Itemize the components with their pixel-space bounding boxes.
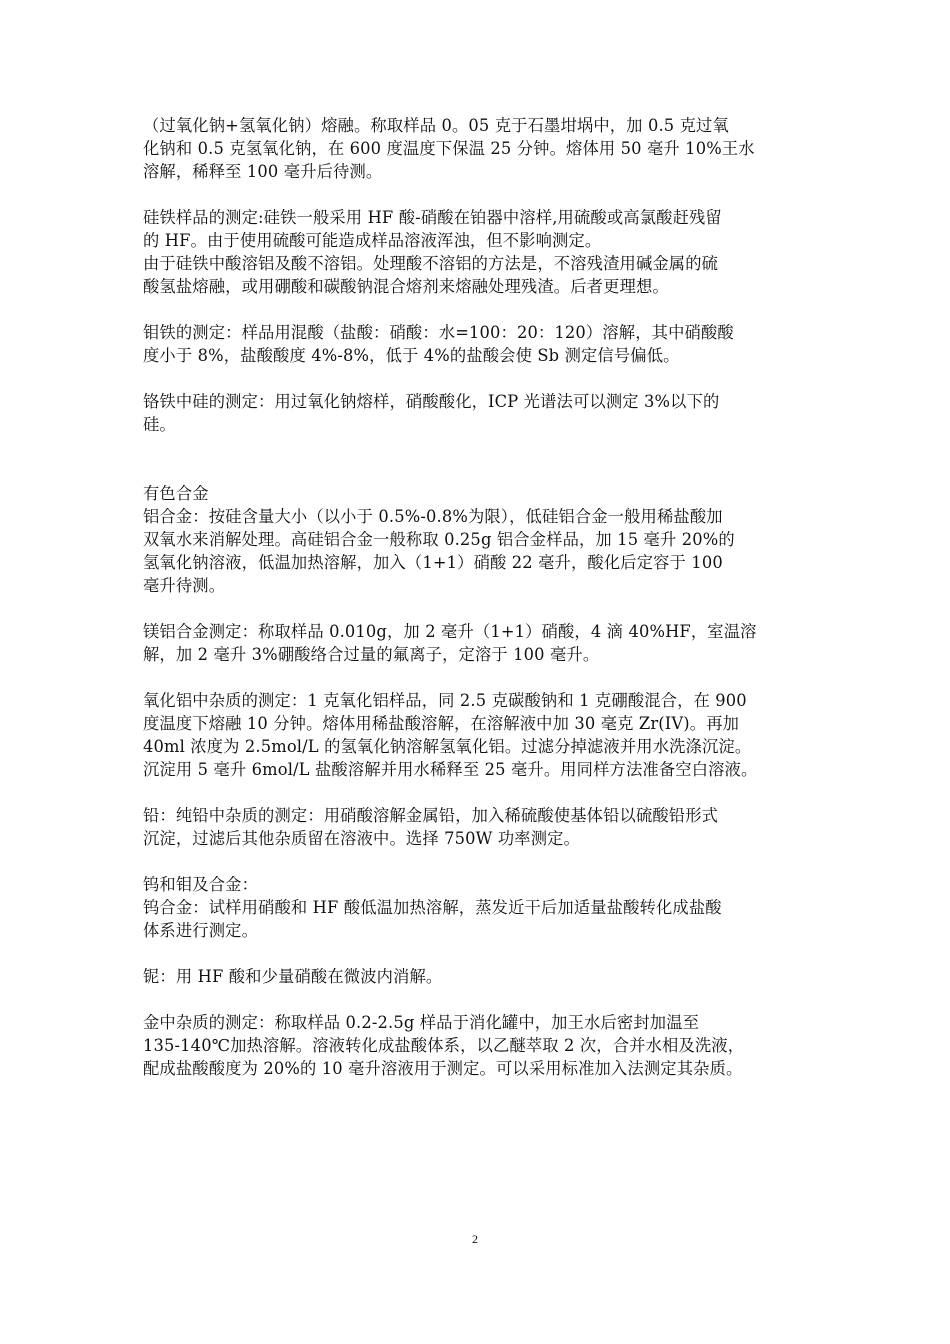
text-line: 化钠和 0.5 克氢氧化钠，在 600 度温度下保温 25 分钟。熔体用 50 毫升 10%王水 <box>143 139 755 158</box>
section-heading: 钨和钼及合金： <box>143 875 259 894</box>
paragraph-niobium <box>143 965 810 988</box>
text-line: 氧化铝中杂质的测定：1 克氧化铝样品，同 2.5 克碳酸钠和 1 克硼酸混合，在 900 <box>143 691 747 710</box>
text-line: 双氧水来消解处理。高硅铝合金一般称取 0.25g 铝合金样品，加 15 毫升 20%的 <box>143 530 735 549</box>
paragraph-tungsten-molybdenum <box>143 873 810 942</box>
text-line: 135-140℃加热溶解。溶液转化成盐酸体系，以乙醚萃取 2 次，合并水相及洗液， <box>143 1036 745 1055</box>
text-line: 铬铁中硅的测定：用过氧化钠熔样，硝酸酸化，ICP 光谱法可以测定 3%以下的 <box>143 392 720 411</box>
text-line: 酸氢盐熔融，或用硼酸和碳酸钠混合熔剂来熔融处理残渣。后者更理想。 <box>143 277 669 296</box>
paragraph-ferrochrome-silicon <box>143 390 810 436</box>
text-line: 硅铁样品的测定:硅铁一般采用 HF 酸-硝酸在铂器中溶样,用硫酸或高氯酸赶残留 <box>143 208 722 227</box>
paragraph-fusion-method <box>143 114 810 183</box>
text-line: 硅。 <box>143 415 176 434</box>
text-line: 钼铁的测定：样品用混酸（盐酸：硝酸：水=100：20：120）溶解，其中硝酸酸 <box>143 323 734 342</box>
paragraph-alumina-impurities <box>143 689 810 781</box>
text-line: 氢氧化钠溶液，低温加热溶解，加入（1+1）硝酸 22 毫升，酸化后定容于 100 <box>143 553 723 572</box>
paragraph-magnesium-aluminum <box>143 620 810 666</box>
text-line: 镁铝合金测定：称取样品 0.010g，加 2 毫升（1+1）硝酸，4 滴 40%HF，室温溶 <box>143 622 757 641</box>
text-line: 铝合金：按硅含量大小（以小于 0.5%-0.8%为限），低硅铝合金一般用稀盐酸加 <box>143 507 723 526</box>
text-line: 体系进行测定。 <box>143 921 259 940</box>
text-line: 的 HF。由于使用硫酸可能造成样品溶液浑浊，但不影响测定。 <box>143 231 602 250</box>
paragraph-ferromolybdenum <box>143 321 810 367</box>
text-line: 溶解，稀释至 100 毫升后待测。 <box>143 162 383 181</box>
text-line: （过氧化钠+氢氧化钠）熔融。称取样品 0。05 克于石墨坩埚中，加 0.5 克过氧 <box>143 116 729 135</box>
text-line: 沉淀，过滤后其他杂质留在溶液中。选择 750W 功率测定。 <box>143 829 580 848</box>
text-line: 毫升待测。 <box>143 576 226 595</box>
text-line: 配成盐酸酸度为 20%的 10 毫升溶液用于测定。可以采用标准加入法测定其杂质。 <box>143 1059 743 1078</box>
paragraph-lead <box>143 804 810 850</box>
page-number: 2 <box>472 1232 478 1246</box>
paragraph-gold-impurities <box>143 1011 810 1080</box>
text-line: 40ml 浓度为 2.5mol/L 的氢氧化钠溶解氢氧化铝。过滤分掉滤液并用水洗涤沉淀。 <box>143 737 752 756</box>
spacer <box>143 459 810 482</box>
paragraph-nonferrous-aluminum-alloy <box>143 482 810 597</box>
text-line: 度温度下熔融 10 分钟。熔体用稀盐酸溶解，在溶解液中加 30 毫克 Zr(IV)。再加 <box>143 714 740 733</box>
text-line: 铌：用 HF 酸和少量硝酸在微波内消解。 <box>143 967 443 986</box>
text-line: 铅：纯铅中杂质的测定：用硝酸溶解金属铅，加入稀硫酸使基体铅以硫酸铅形式 <box>143 806 719 825</box>
text-line: 由于硅铁中酸溶铝及酸不溶铝。处理酸不溶铝的方法是，不溶残渣用碱金属的硫 <box>143 254 719 273</box>
paragraph-ferrosilicon <box>143 206 810 298</box>
text-line: 金中杂质的测定：称取样品 0.2-2.5g 样品于消化罐中，加王水后密封加温至 <box>143 1013 700 1032</box>
text-line: 钨合金：试样用硝酸和 HF 酸低温加热溶解，蒸发近干后加适量盐酸转化成盐酸 <box>143 898 722 917</box>
text-line: 沉淀用 5 毫升 6mol/L 盐酸溶解并用水稀释至 25 毫升。用同样方法准备空白溶液。 <box>143 760 758 779</box>
section-heading: 有色合金 <box>143 484 209 503</box>
text-line: 度小于 8%，盐酸酸度 4%-8%，低于 4%的盐酸会使 Sb 测定信号偏低。 <box>143 346 680 365</box>
document-body <box>143 114 810 1103</box>
text-line: 解，加 2 毫升 3%硼酸络合过量的氟离子，定溶于 100 毫升。 <box>143 645 600 664</box>
